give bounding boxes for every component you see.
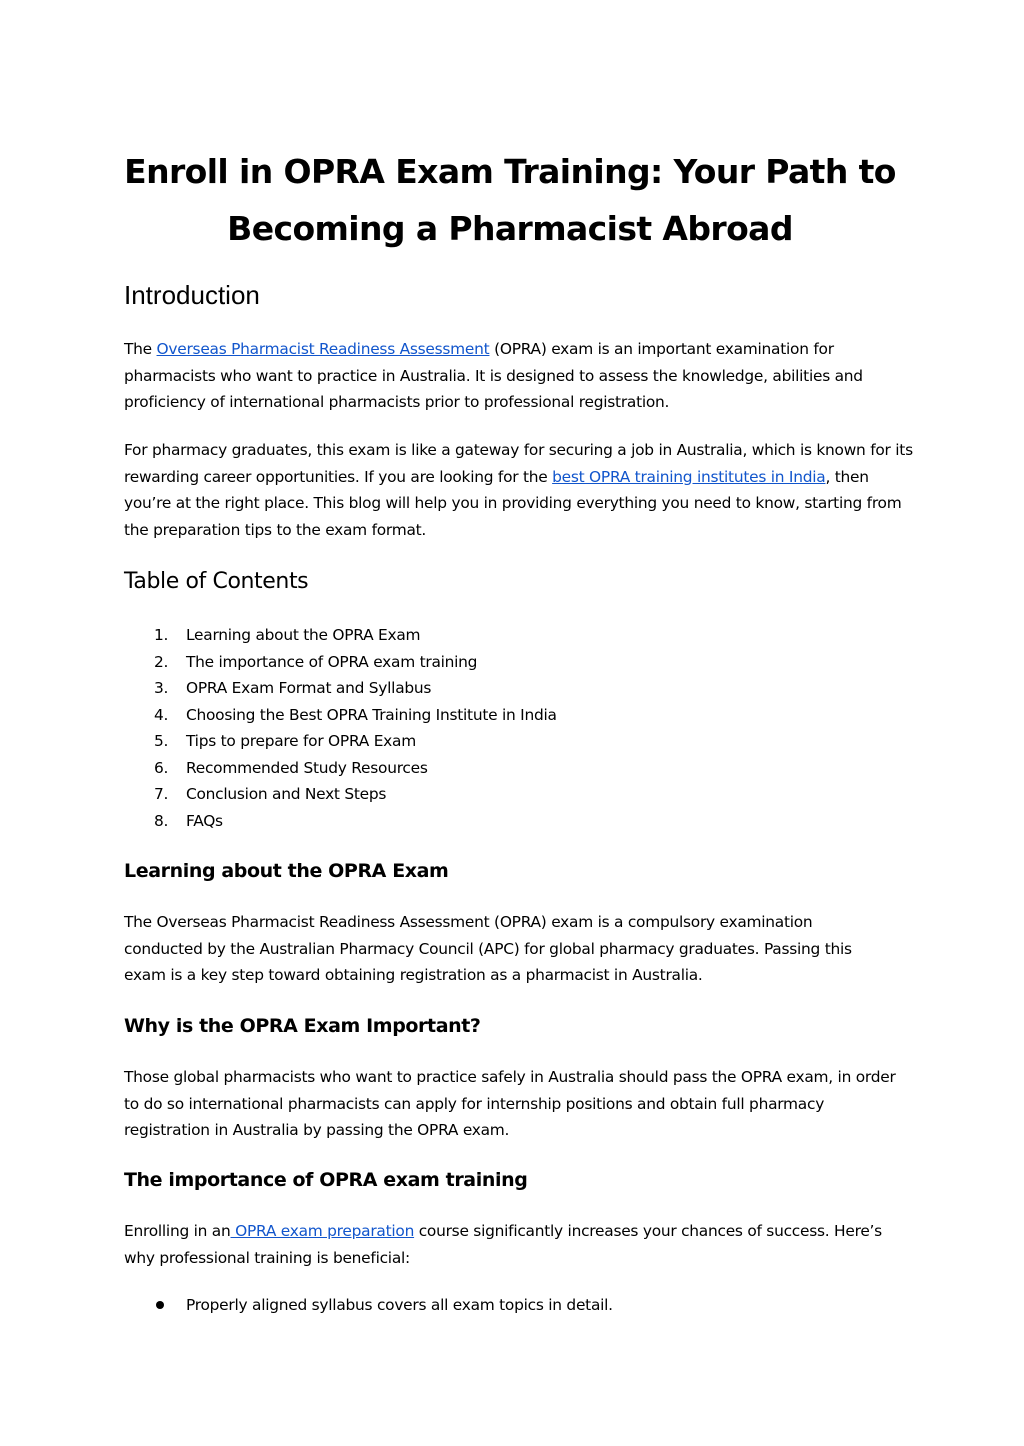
toc-item (124, 675, 557, 702)
toc-item-label: FAQs (186, 811, 223, 830)
toc-item (124, 808, 557, 835)
toc-item-number: 3. (154, 679, 169, 697)
toc-item-number: 2. (154, 652, 169, 671)
toc-item-number: 4. (154, 705, 169, 724)
intro-paragraph-2 (124, 437, 914, 543)
toc-item-label: Learning about the OPRA Exam (186, 626, 421, 644)
best-opra-institutes-link[interactable]: best OPRA training institutes in India (552, 467, 826, 486)
toc-item-label: Tips to prepare for OPRA Exam (186, 732, 416, 750)
toc-item (124, 728, 557, 755)
learning-about-opra-heading: Learning about the OPRA Exam (124, 860, 449, 882)
why-opra-important-paragraph: Those global pharmacists who want to practice safely in Australia should pass the OPRA exam, in order to do so international pharmacists can apply for internship positions and obtain full pharmacy registration in Australia by passing the OPRA exam. (124, 1068, 896, 1139)
toc-item (124, 649, 557, 676)
toc-item-label: Choosing the Best OPRA Training Institute in India (186, 705, 557, 724)
learning-about-opra-paragraph: The Overseas Pharmacist Readiness Assessment (OPRA) exam is a compulsory examination conducted by the Australian Pharmacy Council (APC) for global pharmacy graduates. Passing this exam is a key step toward obtaining registration as a pharmacist in Australia. (124, 913, 852, 984)
importance-text-start: Enrolling in an (124, 1222, 231, 1240)
toc-item-label: OPRA Exam Format and Syllabus (186, 679, 432, 697)
table-of-contents-list (124, 622, 557, 834)
toc-item-label: Recommended Study Resources (186, 758, 428, 777)
bullet-icon (156, 1301, 164, 1309)
list-item (124, 1292, 613, 1319)
training-benefits-list (124, 1292, 613, 1319)
toc-item-number: 8. (154, 811, 169, 830)
toc-item-number: 5. (154, 732, 169, 750)
intro-p1-text-end: (OPRA) exam is an important examination for pharmacists who want to practice in Australia. It is designed to assess the knowledge, abilities and proficiency of international pharmacists prior to professional registration. (124, 340, 863, 411)
toc-item (124, 702, 557, 729)
toc-item-number: 6. (154, 758, 169, 777)
importance-text-end: course significantly increases your chances of success. Here’s why professional training is beneficial: (124, 1222, 882, 1267)
table-of-contents-heading: Table of Contents (124, 569, 309, 594)
toc-item (124, 622, 557, 649)
intro-p2-text-end: , then you’re at the right place. This blog will help you in providing everything you need to know, starting from the preparation tips to the exam format. (124, 467, 902, 539)
toc-item (124, 755, 557, 782)
intro-p2-text-start: For pharmacy graduates, this exam is like a gateway for securing a job in Australia, which is known for its rewarding career opportunities. If you are looking for the (124, 441, 913, 486)
intro-p1-text-start: The (124, 340, 157, 358)
introduction-heading: Introduction (124, 280, 260, 310)
importance-of-training-paragraph (124, 1218, 904, 1271)
toc-item-number: 7. (154, 785, 169, 803)
list-item-text: Properly aligned syllabus covers all exam topics in detail. (186, 1296, 613, 1314)
toc-item-number: 1. (154, 626, 169, 644)
why-opra-important-heading: Why is the OPRA Exam Important? (124, 1015, 481, 1037)
toc-item-label: The importance of OPRA exam training (186, 652, 478, 671)
page-title-line-1: Enroll in OPRA Exam Training: Your Path to (124, 152, 896, 191)
intro-paragraph-1 (124, 336, 884, 416)
importance-of-training-heading: The importance of OPRA exam training (124, 1169, 528, 1191)
opra-assessment-link[interactable]: Overseas Pharmacist Readiness Assessment (156, 340, 490, 358)
page-title-line-2: Becoming a Pharmacist Abroad (227, 209, 793, 248)
opra-exam-preparation-link[interactable]: OPRA exam preparation (230, 1222, 415, 1240)
page-title (100, 143, 920, 257)
toc-item (124, 781, 557, 808)
toc-item-label: Conclusion and Next Steps (186, 785, 387, 803)
